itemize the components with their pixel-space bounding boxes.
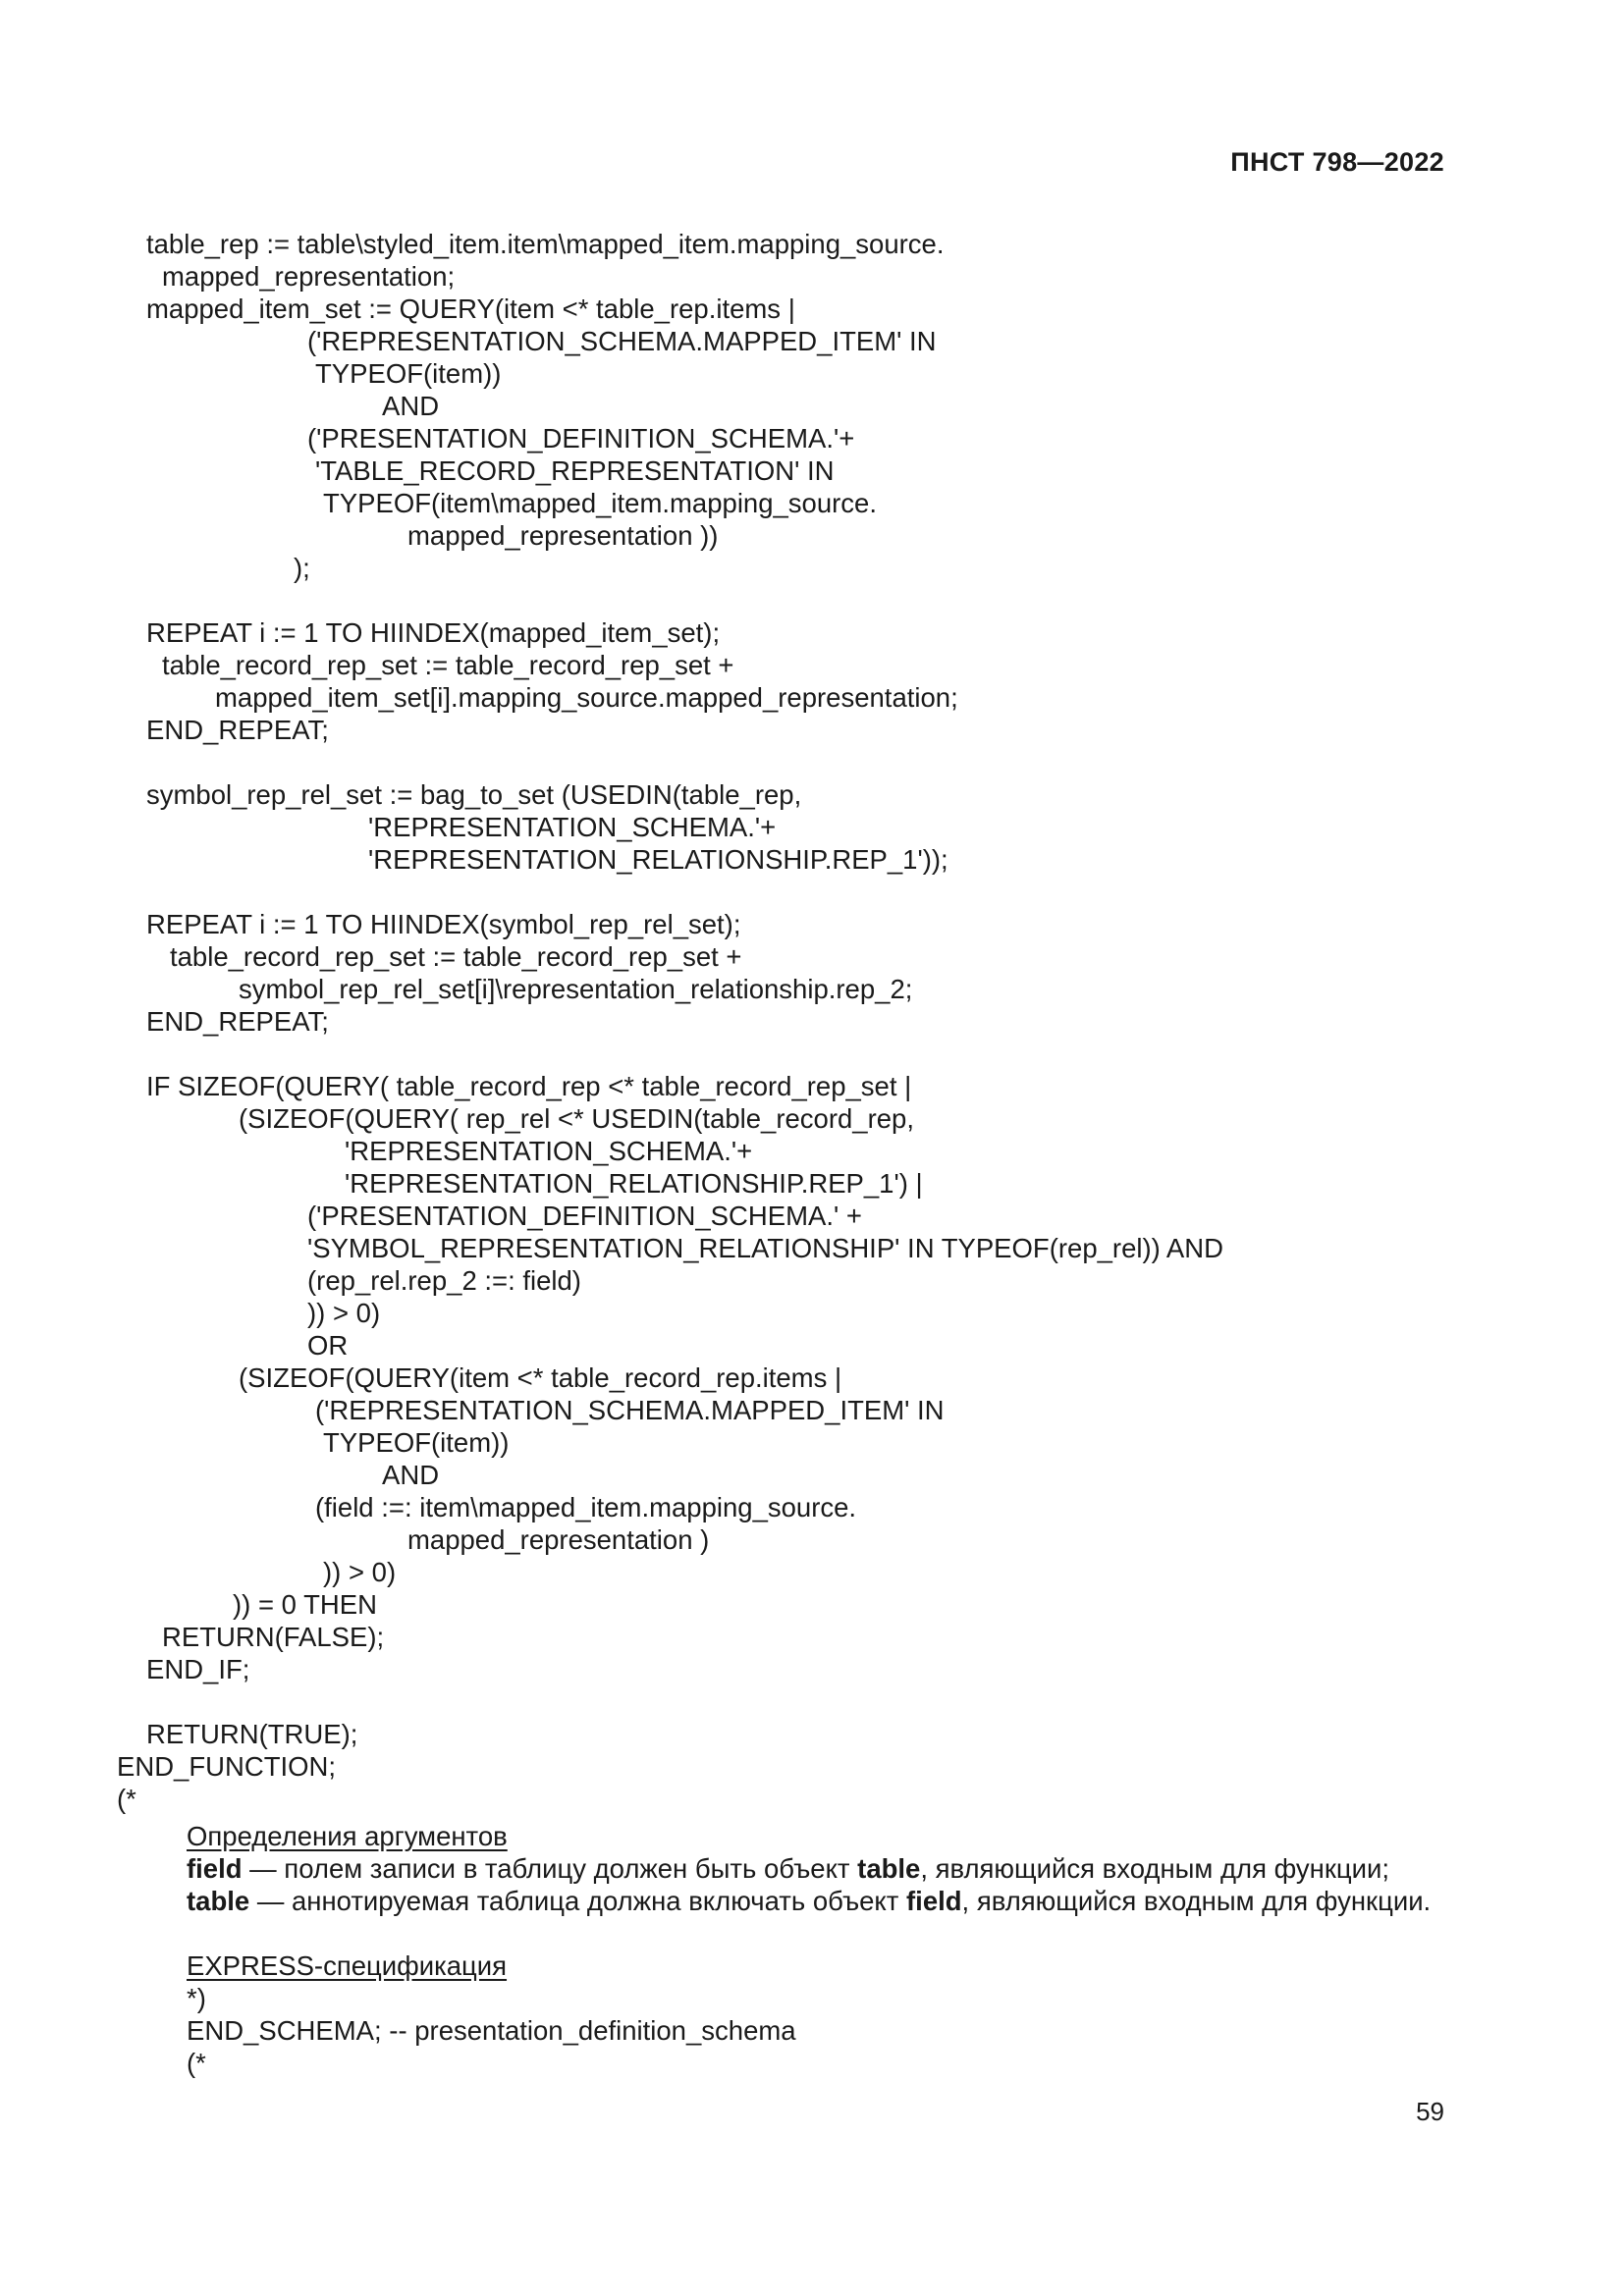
code-line: ('PRESENTATION_DEFINITION_SCHEMA.' +	[307, 1201, 862, 1231]
express-line: (*	[187, 2048, 206, 2078]
code-line: mapped_item_set[i].mapping_source.mapped_representation;	[215, 682, 958, 713]
code-line: mapped_item_set := QUERY(item <* table_rep.items |	[146, 294, 795, 324]
code-line: TYPEOF(item\mapped_item.mapping_source.	[323, 488, 877, 518]
args-heading: Определения аргументов	[187, 1821, 508, 1851]
code-line: END_REPEAT;	[146, 1006, 329, 1037]
express-line: *)	[187, 1983, 206, 2013]
code-line: table_rep := table\styled_item.item\mapped_item.mapping_source.	[146, 229, 945, 259]
code-line: END_IF;	[146, 1654, 250, 1684]
express-line: END_SCHEMA; -- presentation_definition_schema	[187, 2015, 796, 2046]
code-line: RETURN(FALSE);	[162, 1622, 385, 1652]
code-line: mapped_representation;	[162, 261, 456, 292]
page-number: 59	[1416, 2097, 1444, 2126]
code-line: (SIZEOF(QUERY( rep_rel <* USEDIN(table_record_rep,	[239, 1103, 914, 1134]
code-line: )) > 0)	[323, 1557, 397, 1587]
code-line: OR	[307, 1330, 349, 1361]
code-line: 'SYMBOL_REPRESENTATION_RELATIONSHIP' IN TYPEOF(rep_rel)) AND	[307, 1233, 1223, 1263]
code-line: symbol_rep_rel_set := bag_to_set (USEDIN(table_rep,	[146, 779, 802, 810]
express-heading: EXPRESS-спецификация	[187, 1950, 508, 1981]
code-line: 'REPRESENTATION_RELATIONSHIP.REP_1'));	[368, 844, 948, 875]
code-line: symbol_rep_rel_set[i]\representation_relationship.rep_2;	[239, 974, 913, 1004]
code-line: ('REPRESENTATION_SCHEMA.MAPPED_ITEM' IN	[315, 1395, 945, 1425]
code-line: mapped_representation )	[407, 1524, 710, 1555]
code-line: )) > 0)	[307, 1298, 381, 1328]
code-line: END_REPEAT;	[146, 715, 329, 745]
code-line: IF SIZEOF(QUERY( table_record_rep <* table_record_rep_set |	[146, 1071, 912, 1101]
code-line: (rep_rel.rep_2 :=: field)	[307, 1265, 581, 1296]
code-line: ('REPRESENTATION_SCHEMA.MAPPED_ITEM' IN	[307, 326, 937, 356]
code-line: 'REPRESENTATION_SCHEMA.'+	[368, 812, 777, 842]
code-line: AND	[382, 1460, 440, 1490]
code-line: 'TABLE_RECORD_REPRESENTATION' IN	[315, 455, 835, 486]
code-line: mapped_representation ))	[407, 520, 719, 551]
code-line: REPEAT i := 1 TO HIINDEX(mapped_item_set);	[146, 617, 721, 648]
arg-field-definition: field — полем записи в таблицу должен быть объект table, являющийся входным для функции;	[187, 1853, 1389, 1884]
code-line: END_FUNCTION;	[117, 1751, 337, 1782]
code-line: RETURN(TRUE);	[146, 1719, 358, 1749]
code-line: );	[294, 553, 310, 583]
code-line: TYPEOF(item))	[315, 358, 502, 389]
code-line: (SIZEOF(QUERY(item <* table_record_rep.items |	[239, 1362, 842, 1393]
code-line: AND	[382, 391, 440, 421]
code-line: 'REPRESENTATION_RELATIONSHIP.REP_1') |	[345, 1168, 923, 1199]
code-line: )) = 0 THEN	[233, 1589, 377, 1620]
code-line: ('PRESENTATION_DEFINITION_SCHEMA.'+	[307, 423, 855, 454]
document-header: ПНСТ 798—2022	[1230, 147, 1444, 177]
code-line: table_record_rep_set := table_record_rep_set +	[170, 941, 742, 972]
arg-table-definition: table — аннотируемая таблица должна включать объект field, являющийся входным для функции.	[187, 1886, 1432, 1916]
code-line: TYPEOF(item))	[323, 1427, 510, 1458]
code-line: 'REPRESENTATION_SCHEMA.'+	[345, 1136, 753, 1166]
code-line: table_record_rep_set := table_record_rep_set +	[162, 650, 734, 680]
code-line: (field :=: item\mapped_item.mapping_source.	[315, 1492, 857, 1522]
code-line: (*	[117, 1784, 136, 1814]
code-line: REPEAT i := 1 TO HIINDEX(symbol_rep_rel_set);	[146, 909, 741, 939]
